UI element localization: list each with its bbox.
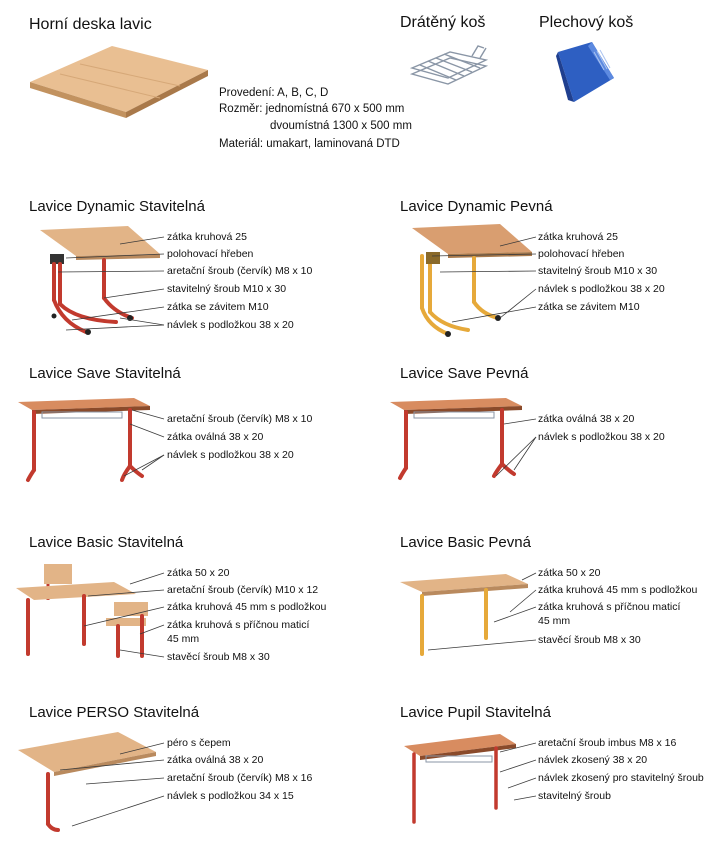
part-label: aretační šroub (červík) M8 x 10 xyxy=(167,413,313,425)
part-label: zátka 50 x 20 xyxy=(167,567,230,579)
desk-pupil-adjustable-image xyxy=(400,730,520,834)
product-title-dynamic-adjustable: Lavice Dynamic Stavitelná xyxy=(29,198,205,215)
part-label: návlek zkosený pro stavitelný šroub xyxy=(538,772,704,784)
part-label: aretační šroub imbus M8 x 16 xyxy=(538,737,677,749)
wire-basket-title: Drátěný koš xyxy=(400,14,486,31)
product-title-pupil-adjustable: Lavice Pupil Stavitelná xyxy=(400,704,551,721)
part-label: zátka oválná 38 x 20 xyxy=(167,431,264,443)
wire-basket-image xyxy=(406,38,490,90)
desk-top-image xyxy=(20,40,220,120)
part-label: zátka kruhová s příčnou maticí xyxy=(538,601,681,613)
metal-basket-title: Plechový koš xyxy=(539,14,634,31)
desk-basic-adjustable-image xyxy=(14,560,164,666)
part-label: péro s čepem xyxy=(167,737,231,749)
product-title-basic-fixed: Lavice Basic Pevná xyxy=(400,534,531,551)
part-label: zátka se závitem M10 xyxy=(538,301,640,313)
desk-basic-fixed-image xyxy=(398,572,538,664)
part-label: zátka kruhová 45 mm s podložkou xyxy=(538,584,698,596)
part-label: polohovací hřeben xyxy=(538,248,625,260)
part-label: stavitelný šroub M10 x 30 xyxy=(538,265,658,277)
part-label: aretační šroub (červík) M8 x 10 xyxy=(167,265,313,277)
part-label: zátka kruhová 45 mm s podložkou xyxy=(167,601,327,613)
part-label: stavěcí šroub M8 x 30 xyxy=(538,634,641,646)
part-label: stavěcí šroub M8 x 30 xyxy=(167,651,270,663)
part-label: návlek s podložkou 38 x 20 xyxy=(538,431,665,443)
part-label: zátka kruhová 25 xyxy=(538,231,618,243)
part-label: zátka se závitem M10 xyxy=(167,301,269,313)
part-label: zátka kruhová 25 xyxy=(167,231,247,243)
desk-save-adjustable-image xyxy=(14,396,164,484)
product-title-dynamic-fixed: Lavice Dynamic Pevná xyxy=(400,198,553,215)
spec-line-4: Materiál: umakart, laminovaná DTD xyxy=(219,138,400,150)
part-label: návlek s podložkou 38 x 20 xyxy=(167,449,294,461)
part-label: zátka 50 x 20 xyxy=(538,567,601,579)
metal-basket-image xyxy=(556,40,618,104)
part-label: návlek s podložkou 38 x 20 xyxy=(538,283,665,295)
part-label: návlek zkosený 38 x 20 xyxy=(538,754,648,766)
product-title-save-fixed: Lavice Save Pevná xyxy=(400,365,529,382)
part-label: polohovací hřeben xyxy=(167,248,254,260)
part-label: aretační šroub (červík) M8 x 16 xyxy=(167,772,313,784)
spec-line-1: Provedení: A, B, C, D xyxy=(219,87,329,99)
spec-line-2: Rozměr: jednomístná 670 x 500 mm xyxy=(219,103,405,115)
desk-top-title: Horní deska lavic xyxy=(29,16,152,33)
part-label: zátka kruhová s příčnou maticí xyxy=(167,619,310,631)
part-label: návlek s podložkou 34 x 15 xyxy=(167,790,294,802)
part-label: 45 mm xyxy=(538,615,571,627)
product-title-perso-adjustable: Lavice PERSO Stavitelná xyxy=(29,704,200,721)
desk-dynamic-fixed-image xyxy=(408,222,538,346)
part-label: aretační šroub (červík) M10 x 12 xyxy=(167,584,319,596)
part-label: stavitelný šroub xyxy=(538,790,611,802)
desk-perso-adjustable-image xyxy=(14,730,164,834)
part-label: zátka oválná 38 x 20 xyxy=(538,413,635,425)
part-label: 45 mm xyxy=(167,633,200,645)
desk-save-fixed-image xyxy=(386,396,536,482)
part-label: návlek s podložkou 38 x 20 xyxy=(167,319,294,331)
spec-line-3: dvoumístná 1300 x 500 mm xyxy=(270,120,412,132)
product-title-save-adjustable: Lavice Save Stavitelná xyxy=(29,365,181,382)
part-label: zátka oválná 38 x 20 xyxy=(167,754,264,766)
product-title-basic-adjustable: Lavice Basic Stavitelná xyxy=(29,534,184,551)
part-label: stavitelný šroub M10 x 30 xyxy=(167,283,287,295)
desk-dynamic-adjustable-image xyxy=(36,224,166,342)
